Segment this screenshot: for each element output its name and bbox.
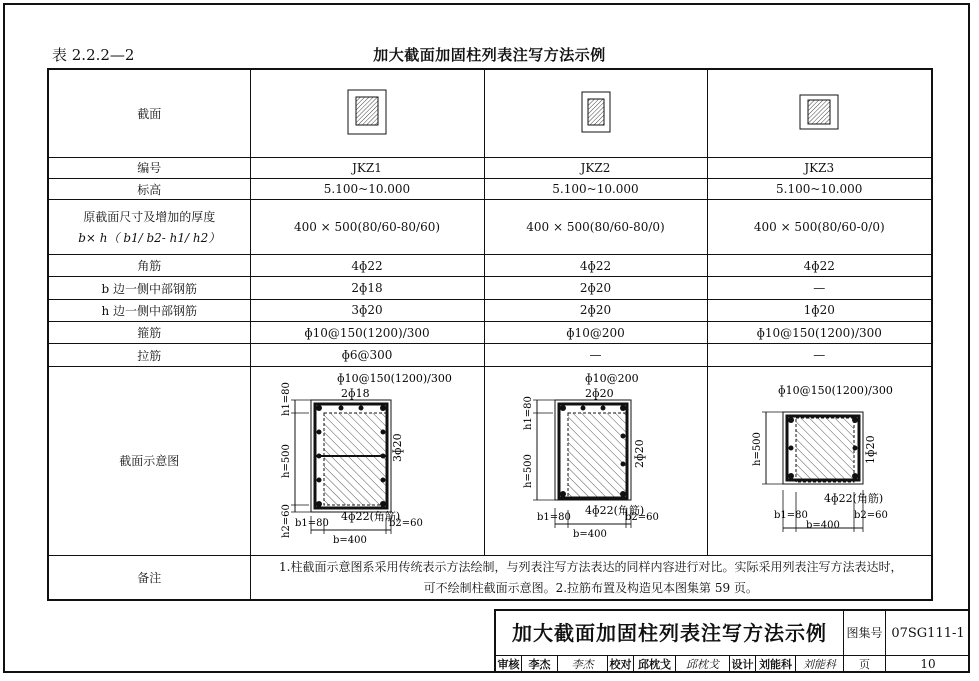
diagram-b2-label: b2=60 bbox=[853, 509, 888, 521]
diagram-b-label: b=400 bbox=[333, 534, 367, 546]
diagram-b1-label: b1=80 bbox=[537, 511, 571, 523]
table-row bbox=[48, 556, 932, 600]
check-name: 邱枕戈 bbox=[634, 656, 676, 673]
table-row bbox=[48, 277, 932, 299]
diagram-corner-bars-label: 4ɸ22(角筋) bbox=[341, 509, 401, 523]
cell-b-side-2: 2ɸ20 bbox=[484, 277, 707, 299]
diagram-b-label: b=400 bbox=[573, 528, 607, 540]
page-number: 10 bbox=[920, 657, 936, 671]
table-number: 表 2.2.2—2 bbox=[52, 46, 135, 64]
diagram-side-bars-label: 1ɸ20 bbox=[863, 435, 877, 464]
cell-size-2: 400 × 500(80/60-80/0) bbox=[484, 200, 707, 255]
diagram-stirrup-label: ɸ10@200 bbox=[585, 371, 639, 385]
design-signature: 刘能科 bbox=[803, 658, 836, 671]
cell-stirrup-1: ɸ10@150(1200)/300 bbox=[250, 322, 484, 344]
title-block-title: 加大截面加固柱列表注写方法示例 bbox=[496, 611, 844, 656]
cell-stirrup-3: ɸ10@150(1200)/300 bbox=[707, 322, 932, 344]
table-row bbox=[48, 344, 932, 366]
section-thumb-2 bbox=[484, 69, 707, 157]
diagram-top-bars-label: 2ɸ20 bbox=[585, 386, 614, 400]
column-table bbox=[47, 68, 933, 601]
section-diagram-3 bbox=[708, 368, 931, 551]
diagram-b2-label: b2=60 bbox=[625, 511, 659, 523]
table-row bbox=[48, 157, 932, 178]
cell-tie-2: — bbox=[484, 344, 707, 366]
diagram-cell-1 bbox=[250, 366, 484, 556]
page-label: 页 bbox=[844, 656, 886, 673]
table-row bbox=[48, 366, 932, 556]
cell-id-1: JKZ1 bbox=[250, 157, 484, 178]
section-diagram-2 bbox=[485, 368, 706, 551]
diagram-corner-bars-label: 4ɸ22(角筋) bbox=[823, 491, 883, 505]
table-row bbox=[48, 69, 932, 157]
diagram-b1-label: b1=80 bbox=[295, 517, 329, 529]
design-label: 设计 bbox=[730, 656, 756, 673]
cell-id-3: JKZ3 bbox=[707, 157, 932, 178]
check-label: 校对 bbox=[608, 656, 634, 673]
diagram-side-bars-label: 3ɸ20 bbox=[391, 433, 404, 462]
cell-h-side-2: 2ɸ20 bbox=[484, 299, 707, 321]
row-label-id: 编号 bbox=[48, 157, 250, 178]
diagram-b1-label: b1=80 bbox=[773, 509, 808, 521]
section-thumb-3 bbox=[707, 69, 932, 157]
remark-line-1: 1.柱截面示意图系采用传统表示方法绘制，与列表注写方法表达的同样内容进行对比。实际采用列表注写方法表达时， bbox=[279, 559, 903, 574]
cell-tie-1: ɸ6@300 bbox=[250, 344, 484, 366]
cell-corner-2: 4ɸ22 bbox=[484, 255, 707, 277]
cell-size-1: 400 × 500(80/60-80/60) bbox=[250, 200, 484, 255]
diagram-b-label: b=400 bbox=[805, 519, 840, 531]
row-label-section: 截面 bbox=[48, 69, 250, 157]
row-label-size-line2: b× h（ b1/ b2- h1/ h2） bbox=[78, 231, 221, 246]
diagram-h1-label: h1=80 bbox=[523, 396, 534, 430]
cell-id-2: JKZ2 bbox=[484, 157, 707, 178]
atlas-number: 07SG111-1 bbox=[886, 611, 970, 656]
section-diagram-1 bbox=[251, 368, 483, 551]
diagram-cell-3 bbox=[707, 366, 932, 556]
atlas-label: 图集号 bbox=[844, 611, 886, 656]
table-row bbox=[48, 322, 932, 344]
cell-stirrup-2: ɸ10@200 bbox=[484, 322, 707, 344]
cell-corner-3: 4ɸ22 bbox=[707, 255, 932, 277]
cell-size-3: 400 × 500(80/60-0/0) bbox=[707, 200, 932, 255]
diagram-h2-label: h2=60 bbox=[281, 504, 292, 538]
review-label: 审核 bbox=[496, 656, 522, 673]
cell-h-side-1: 3ɸ20 bbox=[250, 299, 484, 321]
title-block bbox=[494, 609, 970, 673]
diagram-h1-label: h1=80 bbox=[281, 382, 292, 416]
diagram-corner-bars-label: 4ɸ22(角筋) bbox=[585, 503, 645, 517]
cell-elevation-2: 5.100~10.000 bbox=[484, 179, 707, 200]
check-signature: 邱枕戈 bbox=[676, 656, 730, 673]
row-label-remark: 备注 bbox=[48, 556, 250, 600]
section-thumbnail-icon bbox=[799, 94, 839, 130]
table-row bbox=[48, 299, 932, 321]
table-row bbox=[48, 255, 932, 277]
row-label-corner: 角筋 bbox=[48, 255, 250, 277]
review-name: 李杰 bbox=[522, 656, 558, 673]
cell-elevation-3: 5.100~10.000 bbox=[707, 179, 932, 200]
row-label-tie: 拉筋 bbox=[48, 344, 250, 366]
cell-elevation-1: 5.100~10.000 bbox=[250, 179, 484, 200]
diagram-h-label: h=500 bbox=[281, 444, 292, 478]
row-label-h-side: h 边一侧中部钢筋 bbox=[48, 299, 250, 321]
design-name: 刘能科 bbox=[756, 656, 796, 673]
signature-row bbox=[496, 656, 844, 673]
diagram-stirrup-label: ɸ10@150(1200)/300 bbox=[777, 383, 893, 397]
diagram-h-label: h=500 bbox=[751, 432, 763, 466]
cell-b-side-1: 2ɸ18 bbox=[250, 277, 484, 299]
row-label-b-side: b 边一侧中部钢筋 bbox=[48, 277, 250, 299]
cell-corner-1: 4ɸ22 bbox=[250, 255, 484, 277]
row-label-elevation: 标高 bbox=[48, 179, 250, 200]
review-signature: 李杰 bbox=[558, 656, 608, 673]
row-label-size bbox=[48, 200, 250, 255]
section-thumbnail-icon bbox=[347, 89, 387, 135]
table-title: 加大截面加固柱列表注写方法示例 bbox=[373, 46, 606, 64]
diagram-stirrup-label: ɸ10@150(1200)/300 bbox=[337, 371, 452, 385]
diagram-b2-label: b2=60 bbox=[389, 517, 423, 529]
row-label-stirrup: 箍筋 bbox=[48, 322, 250, 344]
section-thumbnail-icon bbox=[581, 91, 611, 133]
remark-line-2: 可不绘制柱截面示意图。2.拉筋布置及构造见本图集第 59 页。 bbox=[423, 580, 758, 595]
diagram-top-bars-label: 2ɸ18 bbox=[341, 386, 370, 400]
table-row bbox=[48, 200, 932, 255]
cell-tie-3: — bbox=[707, 344, 932, 366]
row-label-diagram: 截面示意图 bbox=[48, 366, 250, 556]
section-thumb-1 bbox=[250, 69, 484, 157]
remark-cell bbox=[250, 556, 932, 600]
cell-b-side-3: — bbox=[707, 277, 932, 299]
table-row bbox=[48, 179, 932, 200]
row-label-size-line1: 原截面尺寸及增加的厚度 bbox=[83, 210, 216, 225]
cell-h-side-3: 1ɸ20 bbox=[707, 299, 932, 321]
diagram-h-label: h=500 bbox=[523, 454, 534, 488]
diagram-cell-2 bbox=[484, 366, 707, 556]
diagram-side-bars-label: 2ɸ20 bbox=[633, 439, 646, 468]
